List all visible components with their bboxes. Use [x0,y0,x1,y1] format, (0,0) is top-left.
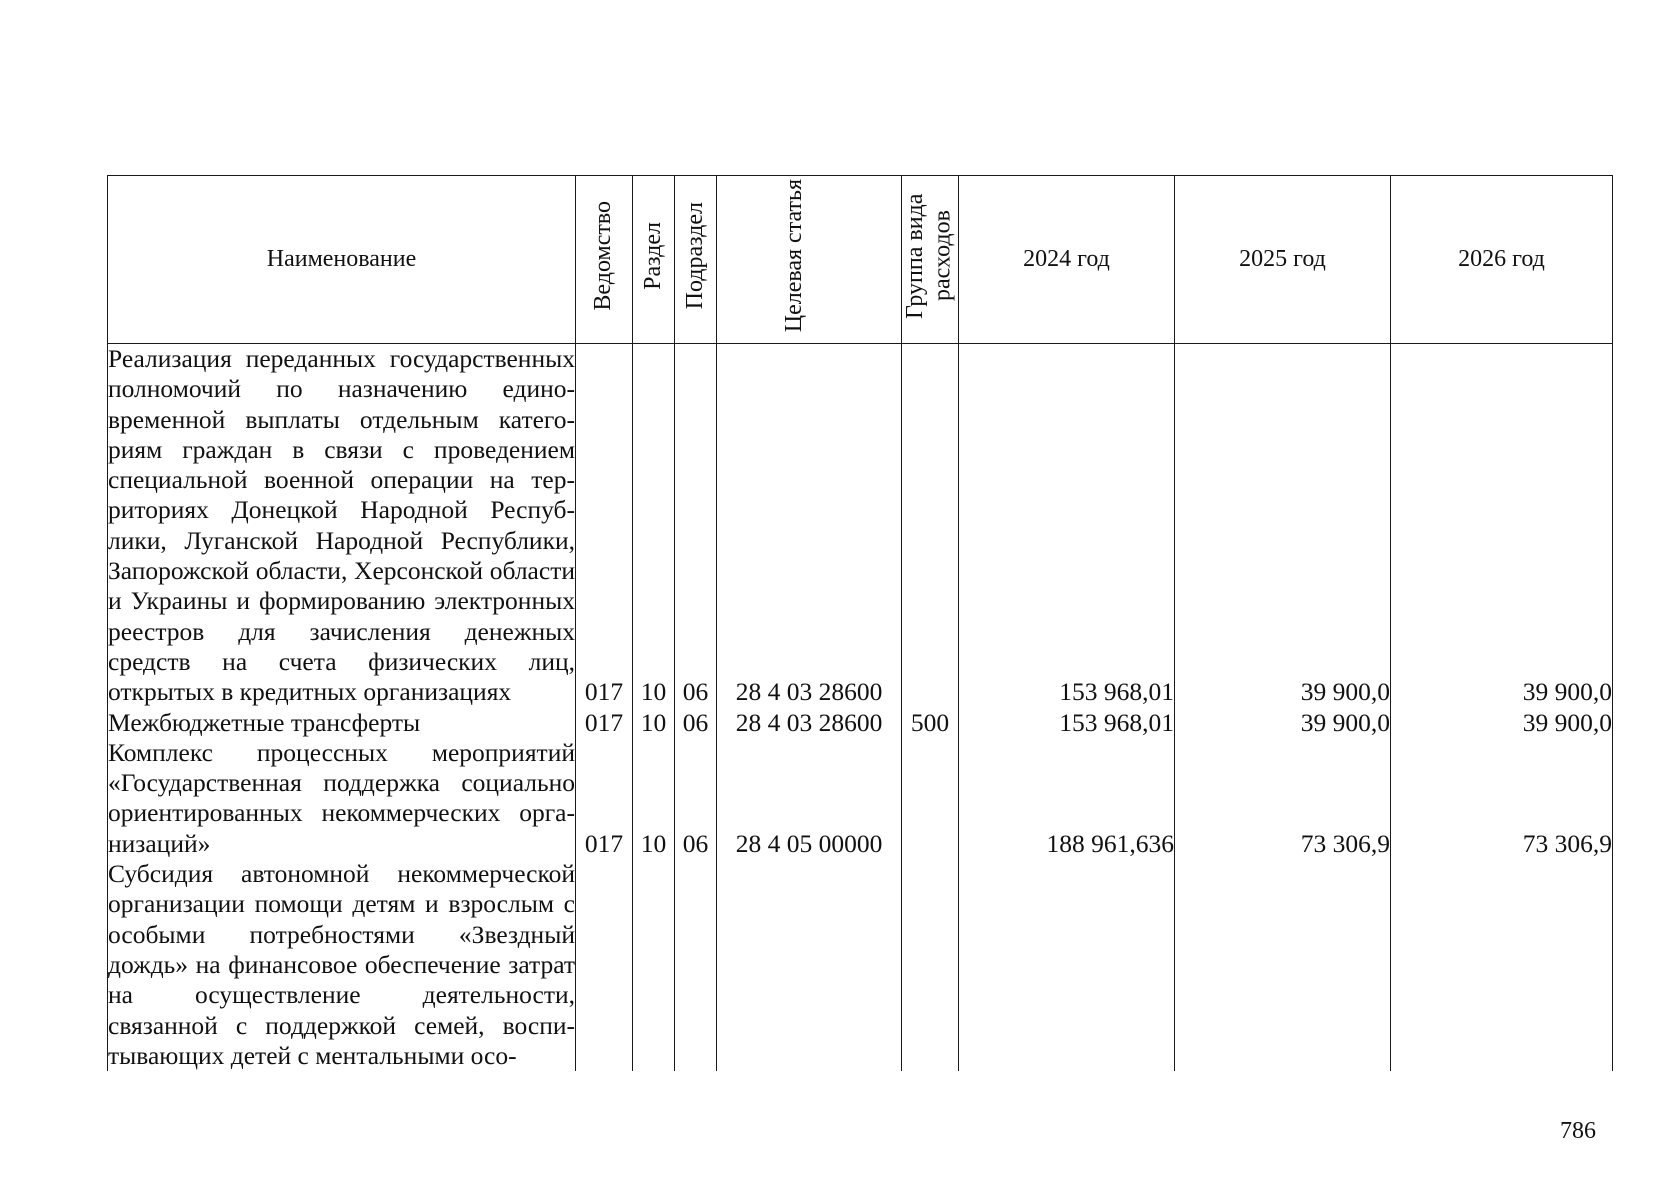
header-target-item-text: Целевая статья [781,179,807,333]
row-name: Комплекс процессных мероприятий «Государственная поддержка социально ориентированных некоммерческих организаций» [108,737,575,858]
table-row [108,738,1613,859]
header-expense-group-text: Группа вида расходов [902,193,956,319]
row-target-item: 28 4 05 00000 [717,738,902,859]
table-row [108,708,1613,738]
header-subsection-text: Подраздел [681,202,708,310]
row-amount-2024: 153 968,01 [959,344,1175,708]
row-subsection: 06 [675,738,717,859]
row-expense-group [902,859,959,1071]
row-section: 10 [633,708,675,738]
header-subsection [675,176,717,344]
row-name: Межбюджетные трансферты [108,708,576,738]
row-section [633,859,675,1071]
row-amount-2026 [1391,859,1613,1071]
row-section: 10 [633,344,675,708]
row-name: Реализация переданных государственных полномочий по назначению единовременной выплаты отдельным категориям граждан в связи с проведением специальной военной операции на территориях Донецкой Народной Республики, Луганской Народной Республики, Запорожской области, Херсонской области и Украины и формированию электронных реестров для зачисления денежных средств на счета физических лиц, открытых в кредитных организациях [108,344,575,707]
row-amount-2026: 73 306,9 [1391,738,1613,859]
row-amount-2025: 39 900,0 [1175,708,1391,738]
header-2024 [959,176,1175,344]
header-name [108,176,576,344]
table-row [108,859,1613,1071]
row-amount-2026: 39 900,0 [1391,344,1613,708]
row-target-item: 28 4 03 28600 [717,344,902,708]
row-department: 017 [576,738,633,859]
row-subsection: 06 [675,344,717,708]
row-expense-group [902,344,959,708]
row-expense-group: 500 [902,708,959,738]
row-subsection: 06 [675,708,717,738]
row-amount-2025 [1175,859,1391,1071]
budget-table-container [107,175,1612,1093]
header-department-text: Ведомство [590,201,617,311]
row-amount-2024: 153 968,01 [959,708,1175,738]
row-amount-2025: 39 900,0 [1175,344,1391,708]
header-section [633,176,675,344]
row-expense-group [902,738,959,859]
header-department [576,176,633,344]
header-section-text: Раздел [639,222,666,290]
header-2026 [1391,176,1613,344]
header-name-text: Наименование [266,246,417,272]
table-header-row [108,176,1613,344]
row-subsection [675,859,717,1071]
header-2025-text: 2025 год [1239,246,1326,272]
page-number: 786 [1560,1118,1596,1144]
row-department: 017 [576,708,633,738]
table-row [108,344,1613,708]
row-target-item [717,859,902,1071]
row-amount-2025: 73 306,9 [1175,738,1391,859]
header-target-item [717,176,902,344]
row-department [576,859,633,1071]
header-expense-group [902,176,959,344]
header-2025 [1175,176,1391,344]
header-2024-text: 2024 год [1023,246,1110,272]
budget-table [107,175,1613,1071]
row-section: 10 [633,738,675,859]
row-amount-2024 [959,859,1175,1071]
header-2026-text: 2026 год [1458,246,1545,272]
row-name: Субсидия автономной некоммерческой организации помощи детям и взрослым с особыми потребностями «Звездный дождь» на финансовое обеспечение затрат на осуществление деятельности, связанной с поддержкой семей, воспитывающих детей с ментальными осо- [108,859,575,1070]
row-amount-2026: 39 900,0 [1391,708,1613,738]
row-amount-2024: 188 961,636 [959,738,1175,859]
row-target-item: 28 4 03 28600 [717,708,902,738]
row-department: 017 [576,344,633,708]
